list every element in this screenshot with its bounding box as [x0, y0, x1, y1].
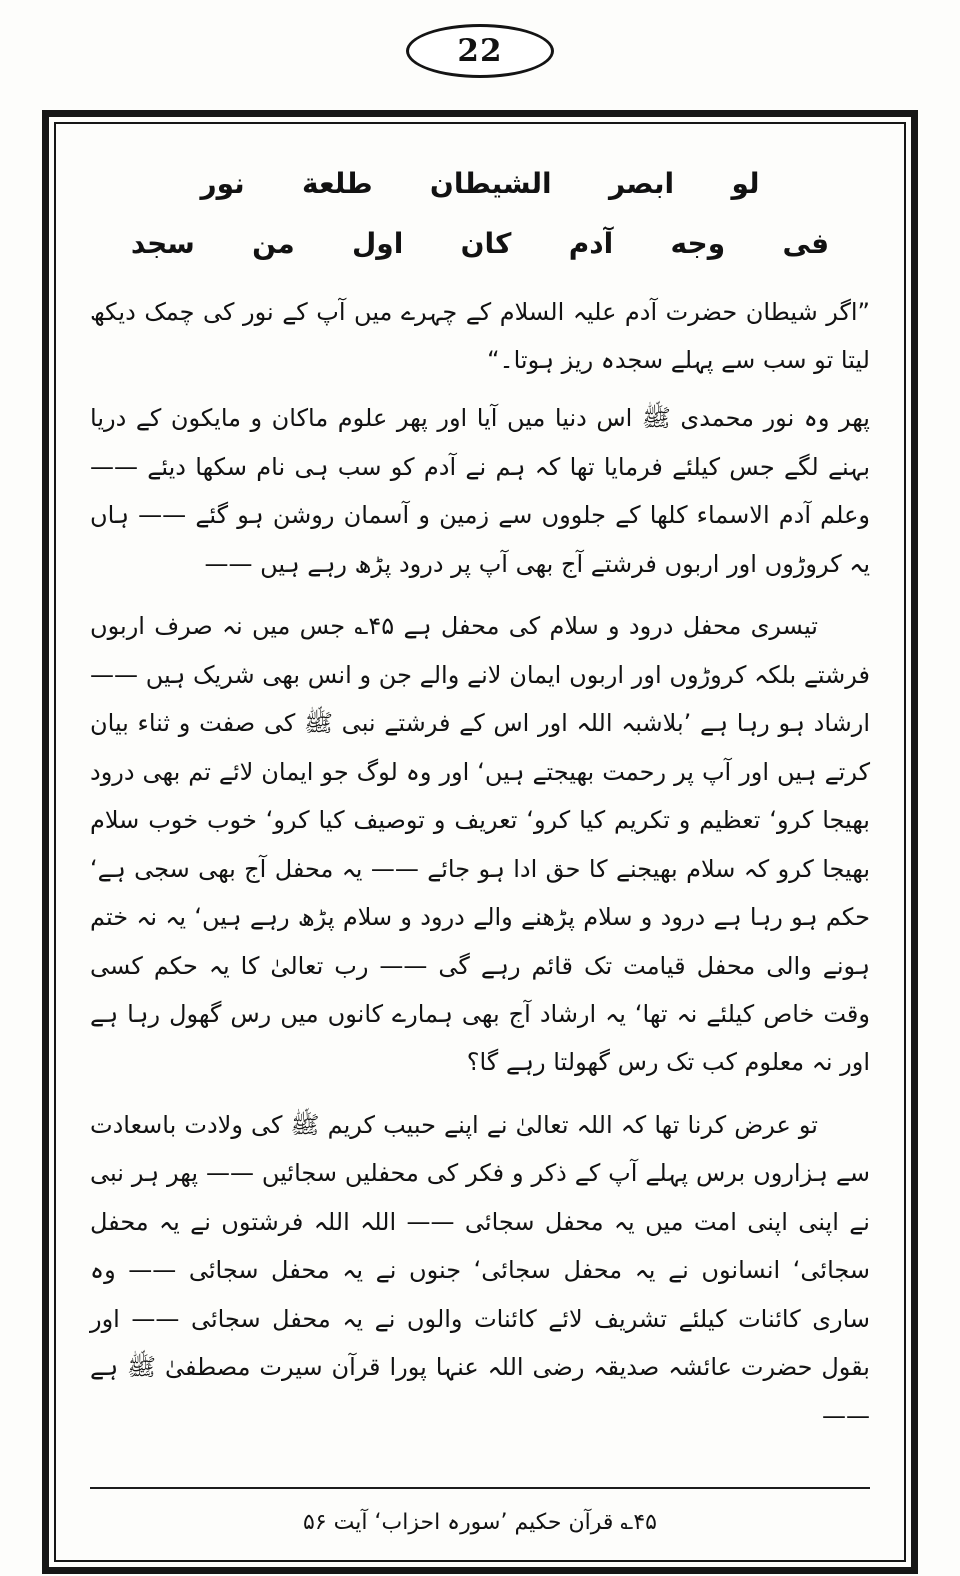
page-number-badge: [406, 24, 554, 78]
footnote-divider: [90, 1487, 870, 1489]
page-number: 22: [457, 33, 503, 69]
verse-translation: ”اگر شیطان حضرت آدم علیہ السلام کے چہرے میں آپ کے نور کی چمک دیکھ لیتا تو سب سے پہلے سجدہ ریز ہوتا۔“: [90, 298, 870, 375]
footnote-citation: ۴۵؎ قرآن حکیم ’سورہ احزاب‘ آیت ۵۶: [303, 1509, 657, 1535]
page-border-inner: [54, 122, 906, 1562]
body-paragraph-3: تو عرض کرنا تھا کہ اللہ تعالیٰ نے اپنے حبیب کریم ﷺ کی ولادت باسعادت سے ہزاروں برس پہلے آپ کے ذکر و فکر کی محفلیں سجائیں —— پھر ہر نبی نے اپنی اپنی امت میں یہ محفل سجائی —— اللہ اللہ فرشتوں نے یہ محفل سجائی‘ انسانوں نے یہ محفل سجائی‘ جنوں نے یہ محفل سجائی —— وہ ساری کائنات کیلئے تشریف لائے کائنات والوں نے یہ محفل سجائی —— اور بقول حضرت عائشہ صدیقہ رضی اللہ عنہا پورا قرآن سیرت مصطفیٰ ﷺ ہے ——: [90, 1110, 870, 1430]
footnote-block: [90, 1481, 870, 1540]
page-border-outer: [42, 110, 918, 1574]
scanned-book-page: [0, 24, 960, 1576]
arabic-verse-line-2: فی وجه آدم کان اول من سجد: [130, 227, 830, 261]
arabic-verse-line-1: لو ابصر الشیطان طلعة نور: [200, 167, 760, 200]
body-paragraph-2: تیسری محفل درود و سلام کی محفل ہے ۴۵؎ جس میں نہ صرف اربوں فرشتے بلکہ کروڑوں اور اربوں ایمان لانے والے جن و انس بھی شریک ہیں —— ارشاد ہو رہا ہے ’بلاشبہ اللہ اور اس کے فرشتے نبی ﷺ کی صفت و ثناء بیان کرتے ہیں اور آپ پر رحمت بھیجتے ہیں‘ اور وہ لوگ جو ایمان لائے تم بھی درود بھیجا کرو‘ تعظیم و تکریم کیا کرو‘ تعریف و توصیف کیا کرو‘ خوب خوب سلام بھیجا کرو کہ سلام بھیجنے کا حق ادا ہو جائے —— یہ محفل آج بھی سجی ہے‘ حکم ہو رہا ہے درود و سلام پڑھنے والے درود و سلام پڑھ رہے ہیں‘ یہ نہ ختم ہونے والی محفل قیامت تک قائم رہے گی —— رب تعالیٰ کا یہ حکم کسی وقت خاص کیلئے نہ تھا‘ یہ ارشاد آج بھی ہمارے کانوں میں رس گھول رہا ہے اور نہ معلوم کب تک رس گھولتا رہے گا؟: [90, 612, 870, 1077]
body-paragraph-1: پھر وہ نور محمدی ﷺ اس دنیا میں آیا اور پھر علوم ماکان و مایکون کے دریا بہنے لگے جس کیلئے فرمایا تھا کہ ہم نے آدم کو سب ہی نام سکھا دیئے —— وعلم آدم الاسماء کلھا کے جلووں سے زمین و آسمان روشن ہو گئے —— ہاں یہ کروڑوں اور اربوں فرشتے آج بھی آپ پر درود پڑھ رہے ہیں ——: [90, 404, 870, 578]
